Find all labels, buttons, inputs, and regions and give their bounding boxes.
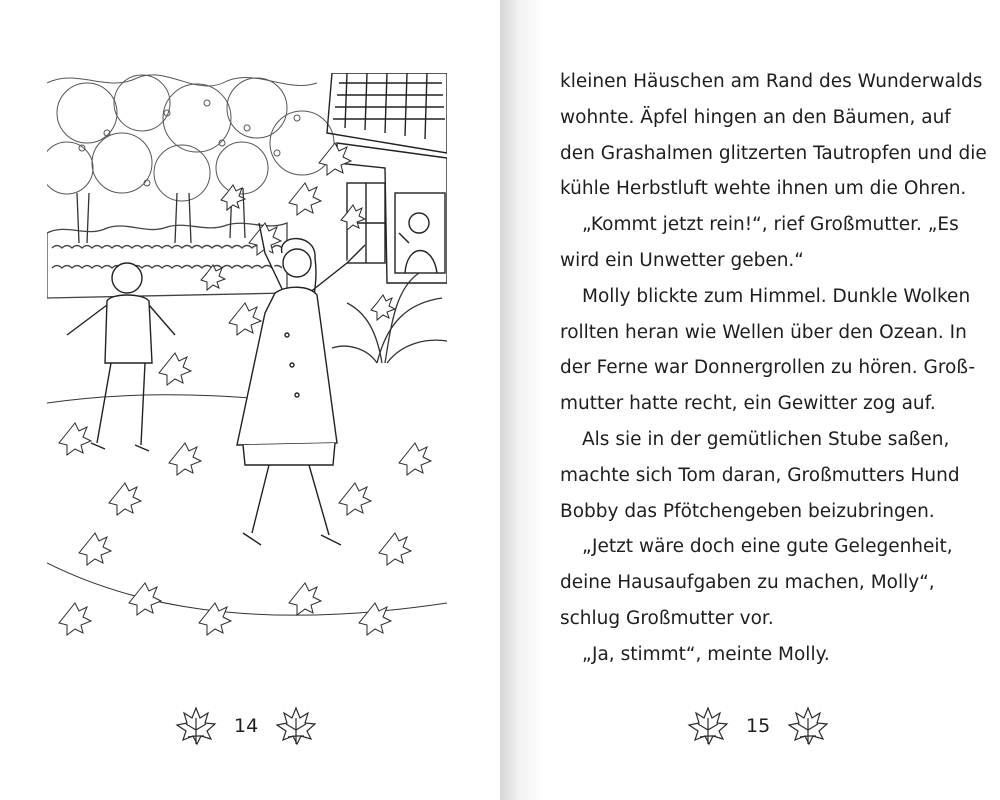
text-line: wohnte. Äpfel hingen an den Bäumen, auf (560, 106, 951, 128)
text-line: schlug Großmutter vor. (560, 607, 774, 629)
text-line: der Ferne war Donnergrollen zu hören. Groß- (560, 357, 976, 379)
story-text (560, 64, 987, 673)
text-line: „Jetzt wäre doch eine gute Gelegenheit, (582, 536, 953, 558)
text-line: kühle Herbstluft wehte ihnen um die Ohren. (560, 178, 967, 200)
text-line: machte sich Tom daran, Großmutters Hund (560, 464, 960, 486)
text-line: kleinen Häuschen am Rand des Wunderwalds (560, 71, 983, 92)
text-line: wird ein Unwetter geben.“ (560, 249, 804, 271)
page-number: 15 (746, 715, 771, 737)
text-line: deine Hausaufgaben zu machen, Molly“, (560, 572, 935, 594)
maple-leaf-icon (786, 704, 830, 748)
maple-leaf-icon (686, 704, 730, 748)
text-line: Als sie in der gemütlichen Stube saßen, (582, 428, 950, 450)
text-line: Molly blickte zum Himmel. Dunkle Wolken (582, 285, 971, 307)
page-number-left (174, 703, 318, 749)
book-gutter (500, 0, 544, 800)
maple-leaf-icon (274, 704, 318, 748)
text-line: Bobby das Pfötchengeben beizubringen. (560, 500, 935, 522)
text-line: mutter hatte recht, ein Gewitter zog auf. (560, 393, 936, 415)
text-line: „Ja, stimmt“, meinte Molly. (582, 643, 830, 665)
page-number-right (686, 703, 830, 749)
text-line: den Grashalmen glitzerten Tautropfen und die (560, 142, 987, 164)
text-line: rollten heran wie Wellen über den Ozean. In (560, 321, 967, 343)
text-line: „Kommt jetzt rein!“, rief Großmutter. „Es (582, 214, 959, 236)
maple-leaf-icon (174, 704, 218, 748)
autumn-garden-illustration (47, 73, 447, 647)
page-number: 14 (234, 715, 259, 737)
